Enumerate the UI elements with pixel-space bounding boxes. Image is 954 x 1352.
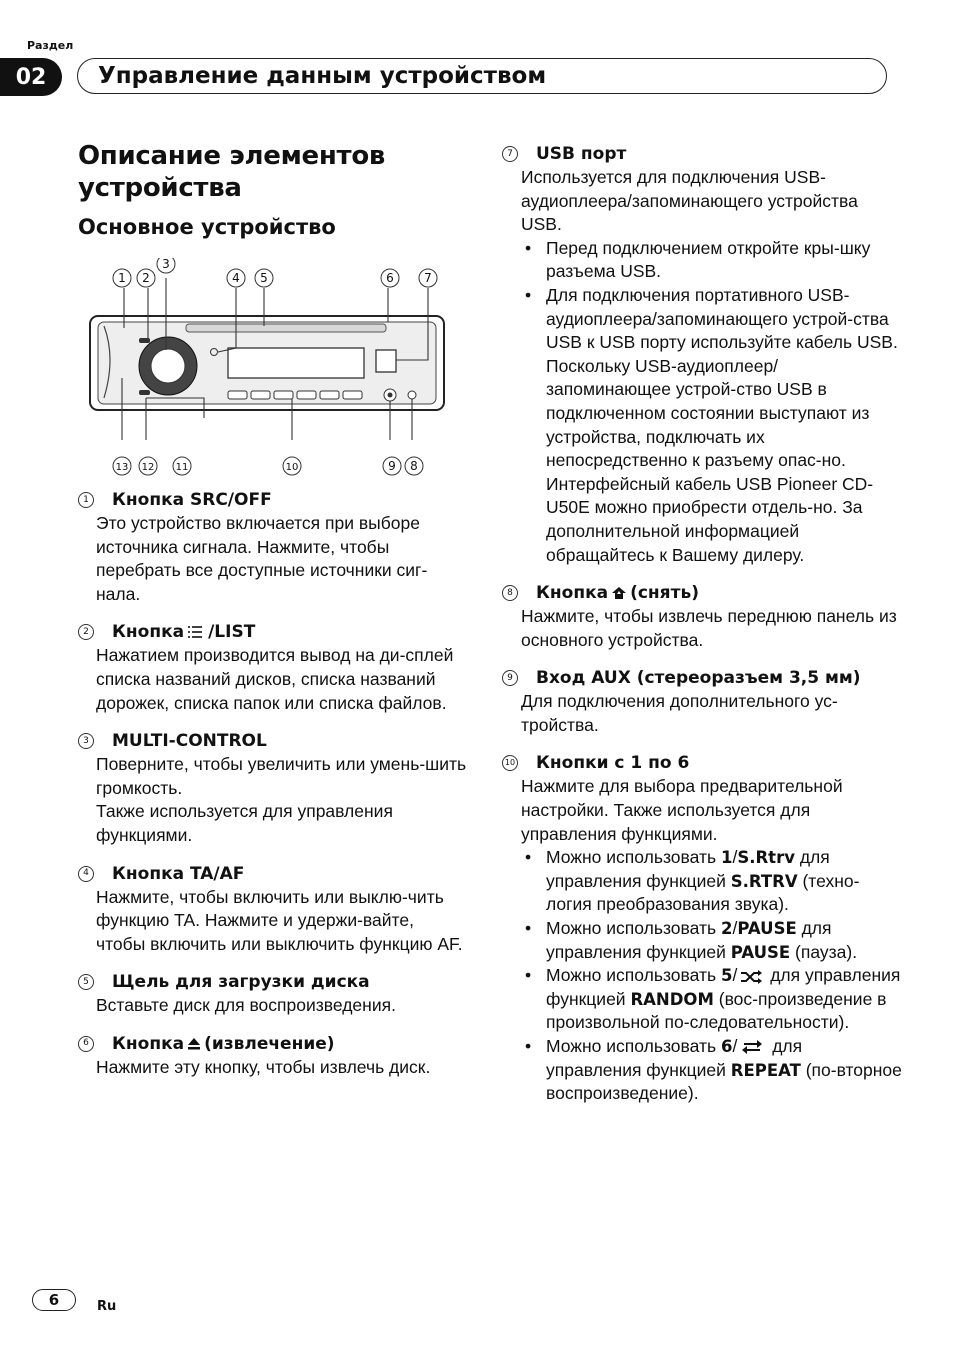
svg-text:8: 8: [410, 459, 418, 473]
item-1: [78, 488, 468, 606]
item-title-suffix: /LIST: [208, 622, 256, 643]
svg-text:1: 1: [118, 271, 126, 285]
bullet: • Перед подключением откройте кры-шку разъема USB.: [521, 237, 902, 284]
eject-icon: [187, 1037, 201, 1051]
item-number: 7: [502, 146, 518, 162]
svg-text:2: 2: [142, 271, 150, 285]
item-6: [78, 1032, 468, 1080]
item-number: 8: [502, 585, 518, 601]
item-text: Нажмите эту кнопку, чтобы извлечь диск.: [96, 1056, 431, 1077]
bullet-srtrv: • Можно использовать 1/S.Rtrv для управления функцией S.RTRV (техно-логия преобразования звука).: [521, 846, 902, 917]
callout-10: [283, 457, 301, 475]
item-4: [78, 862, 468, 957]
item-text: Нажмите, чтобы включить или выклю-чить функцию TA. Нажмите и удержи-вайте, чтобы включить или выключить функцию AF.: [96, 886, 463, 954]
section-number: 02: [0, 58, 62, 96]
bullet-note: Интерфейсный кабель USB Pioneer CD-U50E можно приобрести отдель-но. За дополнительной информацией обращайтесь к Вашему дилеру.: [546, 473, 874, 565]
right-column: [502, 142, 902, 1120]
item-title-prefix: Кнопка: [536, 583, 609, 604]
item-title: MULTI-CONTROL: [112, 731, 267, 752]
callout-6: [381, 269, 399, 287]
section-label: Раздел: [27, 39, 74, 52]
head-unit-illustration: [86, 258, 466, 488]
item-title-suffix: (снять): [630, 583, 699, 604]
left-column: [78, 140, 468, 1094]
repeat-icon: [740, 1040, 764, 1054]
shuffle-icon: [740, 970, 762, 984]
svg-text:12: 12: [141, 462, 155, 473]
item-title: Кнопки с 1 по 6: [536, 753, 690, 774]
item-title-prefix: Кнопка: [112, 1033, 185, 1054]
item-text: Нажатием производится вывод на ди-сплей списка названий дисков, списка названий дорожек, списка папок или списка файлов.: [96, 645, 454, 713]
callout-4: [227, 269, 245, 287]
callout-7: [419, 269, 437, 287]
svg-text:9: 9: [388, 459, 396, 473]
item-title: Вход AUX (стереоразъем 3,5 мм): [536, 668, 861, 689]
list-icon: [187, 625, 205, 639]
page-title: Описание элементов устройства: [78, 141, 386, 203]
item-number: 3: [78, 733, 94, 749]
svg-text:6: 6: [386, 271, 394, 285]
bullet: • Для подключения портативного USB-аудиоплеера/запоминающего устрой-ства USB к USB порту используйте кабель USB. Поскольку USB-аудиоплеер/запоминающее устрой-ство USB в подключенном состоянии выступают из устройства, подключать их непосредственно к разъему опас-но.: [521, 284, 902, 473]
page-subtitle: Основное устройство: [78, 215, 336, 239]
bullet-pause: • Можно использовать 2/PAUSE для управления функцией PAUSE (пауза).: [521, 917, 902, 964]
item-3: [78, 729, 468, 847]
item-number: 6: [78, 1036, 94, 1052]
callout-1: [113, 269, 131, 287]
bullet-random: • Можно использовать 5/ для управления функцией RANDOM (вос-произведение в произвольной по-следовательности).: [521, 964, 902, 1035]
item-text: Это устройство включается при выборе источника сигнала. Нажмите, чтобы перебрать все доступные источники сиг-нала.: [96, 513, 428, 604]
item-text-2: Также используется для управления функциями.: [96, 801, 393, 845]
callout-2: [137, 269, 155, 287]
page-number: 6: [32, 1289, 76, 1311]
item-title-prefix: Кнопка: [112, 622, 185, 643]
item-number: 2: [78, 624, 94, 640]
callout-5: [255, 269, 273, 287]
item-text: Поверните, чтобы увеличить или умень-шить громкость.: [96, 754, 467, 798]
callout-8: [405, 457, 423, 475]
callout-3: [157, 258, 175, 273]
release-icon: [611, 586, 627, 600]
item-number: 5: [78, 974, 94, 990]
item-10: [502, 751, 902, 1105]
svg-text:13: 13: [115, 462, 129, 473]
item-title: USB порт: [536, 144, 627, 164]
item-text: Используется для подключения USB-аудиоплеера/запоминающего устройства USB.: [521, 167, 858, 235]
item-text: Нажмите для выбора предварительной настройки. Также используется для управления функциями.: [521, 776, 843, 844]
device-figure: [86, 258, 466, 488]
item-text: Вставьте диск для воспроизведения.: [96, 995, 396, 1016]
item-9: [502, 666, 902, 737]
bullet-repeat: • Можно использовать 6/ для управления функцией REPEAT (по-вторное воспроизведение).: [521, 1035, 902, 1106]
item-number: 4: [78, 866, 94, 882]
callout-11: [173, 457, 191, 475]
svg-text:5: 5: [260, 271, 268, 285]
item-title: Щель для загрузки диска: [112, 972, 370, 993]
language-code: Ru: [97, 1299, 117, 1314]
item-number: 9: [502, 670, 518, 686]
item-number: 10: [502, 755, 518, 771]
callout-13: [113, 457, 131, 475]
item-title: Кнопка TA/AF: [112, 863, 245, 884]
item-5: [78, 970, 468, 1018]
item-text: Для подключения дополнительного ус-тройства.: [521, 691, 838, 735]
svg-text:4: 4: [232, 271, 240, 285]
item-title-suffix: (извлечение): [204, 1033, 335, 1054]
item-2: [78, 620, 468, 715]
chapter-title: Управление данным устройством: [77, 58, 887, 94]
callout-12: [139, 457, 157, 475]
svg-text:10: 10: [285, 462, 299, 473]
item-title: Кнопка SRC/OFF: [112, 490, 272, 510]
item-7: [502, 142, 902, 567]
svg-text:7: 7: [424, 271, 432, 285]
svg-text:11: 11: [175, 462, 189, 473]
item-number: 1: [78, 492, 94, 508]
item-8: [502, 581, 902, 652]
callout-9: [383, 457, 401, 475]
item-text: Нажмите, чтобы извлечь переднюю панель из основного устройства.: [521, 606, 897, 650]
svg-text:3: 3: [162, 258, 170, 271]
